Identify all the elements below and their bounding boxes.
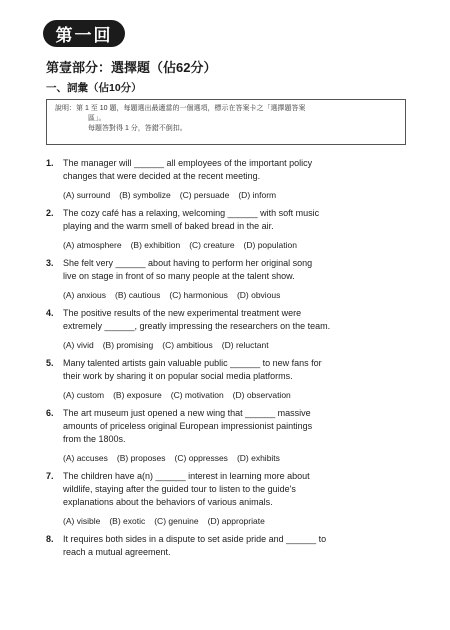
instructions-line: 說明：第 1 至 10 題，每題選出最適當的一個選項，標示在答案卡之「選擇題答案 — [55, 105, 306, 112]
question-number: 7. — [46, 471, 54, 481]
answer-options — [63, 189, 411, 201]
answer-option: (A) accuses — [63, 453, 108, 463]
question-stem — [63, 407, 411, 446]
question-stem-line: The art museum just opened a new wing that ______ massive — [63, 408, 311, 418]
answer-option: (B) exotic — [109, 516, 146, 526]
question-stem-line: changes that were decided at the recent meeting. — [63, 171, 261, 181]
question-list — [46, 157, 411, 565]
answer-option: (A) anxious — [63, 290, 106, 300]
question-number: 4. — [46, 308, 54, 318]
sub-title: 一、詞彙（佔10分） — [46, 82, 142, 94]
answer-option: (D) exhibits — [236, 453, 280, 463]
round-badge: 第一回 — [43, 20, 125, 47]
question-stem — [63, 357, 411, 383]
question-number: 3. — [46, 258, 54, 268]
answer-option: (A) vivid — [63, 340, 94, 350]
question-stem — [63, 257, 411, 283]
answer-option: (D) reluctant — [221, 340, 269, 350]
question-stem-line: from the 1800s. — [63, 434, 126, 444]
answer-option: (C) oppresses — [174, 453, 228, 463]
answer-option: (B) cautious — [115, 290, 161, 300]
question-item — [46, 207, 411, 251]
answer-option: (C) ambitious — [162, 340, 213, 350]
question-stem — [63, 533, 411, 559]
question-stem-line: The children have a(n) ______ interest in learning more about — [63, 471, 310, 481]
question-number: 1. — [46, 158, 54, 168]
question-stem-line: The positive results of the new experimental treatment were — [63, 308, 302, 318]
question-stem — [63, 157, 411, 183]
question-stem-line: amounts of priceless original European impressionist paintings — [63, 421, 313, 431]
question-stem-line: The manager will ______ all employees of the important policy — [63, 158, 313, 168]
question-item — [46, 307, 411, 351]
question-number: 8. — [46, 534, 54, 544]
question-stem-line: Many talented artists gain valuable public ______ to new fans for — [63, 358, 322, 368]
question-stem-line: live on stage in front of so many people at the talent show. — [63, 271, 295, 281]
question-item — [46, 533, 411, 559]
question-stem-line: playing and the warm smell of baked bread in the air. — [63, 221, 274, 231]
question-stem-line: extremely ______, greatly impressing the researchers on the team. — [63, 321, 331, 331]
question-number: 6. — [46, 408, 54, 418]
answer-option: (D) appropriate — [207, 516, 265, 526]
question-number: 5. — [46, 358, 54, 368]
question-stem-line: explanations about the behaviors of various animals. — [63, 497, 273, 507]
question-stem — [63, 307, 411, 333]
answer-option: (C) harmonious — [169, 290, 228, 300]
question-number: 2. — [46, 208, 54, 218]
answer-option: (C) genuine — [154, 516, 199, 526]
instructions-box — [46, 99, 406, 145]
answer-options — [63, 515, 411, 527]
answer-option: (D) inform — [238, 190, 277, 200]
answer-option: (C) motivation — [170, 390, 224, 400]
question-stem-line: wildlife, staying after the guided tour to listen to the guide's — [63, 484, 296, 494]
question-item — [46, 470, 411, 527]
question-stem — [63, 470, 411, 509]
answer-option: (C) creature — [189, 240, 235, 250]
answer-option: (D) population — [243, 240, 297, 250]
answer-option: (B) exposure — [113, 390, 162, 400]
question-stem-line: their work by sharing it on popular social media platforms. — [63, 371, 293, 381]
answer-option: (B) exhibition — [130, 240, 181, 250]
question-stem-line: reach a mutual agreement. — [63, 547, 171, 557]
answer-option: (D) observation — [232, 390, 291, 400]
answer-options — [63, 339, 411, 351]
question-item — [46, 157, 411, 201]
answer-option: (B) symbolize — [119, 190, 171, 200]
answer-options — [63, 389, 411, 401]
answer-option: (B) proposes — [116, 453, 166, 463]
question-item — [46, 407, 411, 464]
answer-options — [63, 239, 411, 251]
question-item — [46, 357, 411, 401]
answer-option: (A) visible — [63, 516, 101, 526]
question-stem-line: It requires both sides in a dispute to set aside pride and ______ to — [63, 534, 327, 544]
answer-options — [63, 452, 411, 464]
answer-option: (B) promising — [102, 340, 154, 350]
answer-option: (A) custom — [63, 390, 105, 400]
answer-options — [63, 289, 411, 301]
question-stem-line: She felt very ______ about having to perform her original song — [63, 258, 313, 268]
instructions-line: 每題答對得 1 分，答錯不倒扣。 — [88, 125, 187, 132]
section-title: 第壹部分：選擇題（佔62分） — [46, 60, 217, 75]
question-stem-line: The cozy café has a relaxing, welcoming ______ with soft music — [63, 208, 320, 218]
answer-option: (D) obvious — [236, 290, 281, 300]
question-stem — [63, 207, 411, 233]
question-item — [46, 257, 411, 301]
answer-option: (A) atmosphere — [63, 240, 122, 250]
instructions-line: 區」。 — [88, 115, 106, 122]
answer-option: (A) surround — [63, 190, 111, 200]
answer-option: (C) persuade — [179, 190, 230, 200]
